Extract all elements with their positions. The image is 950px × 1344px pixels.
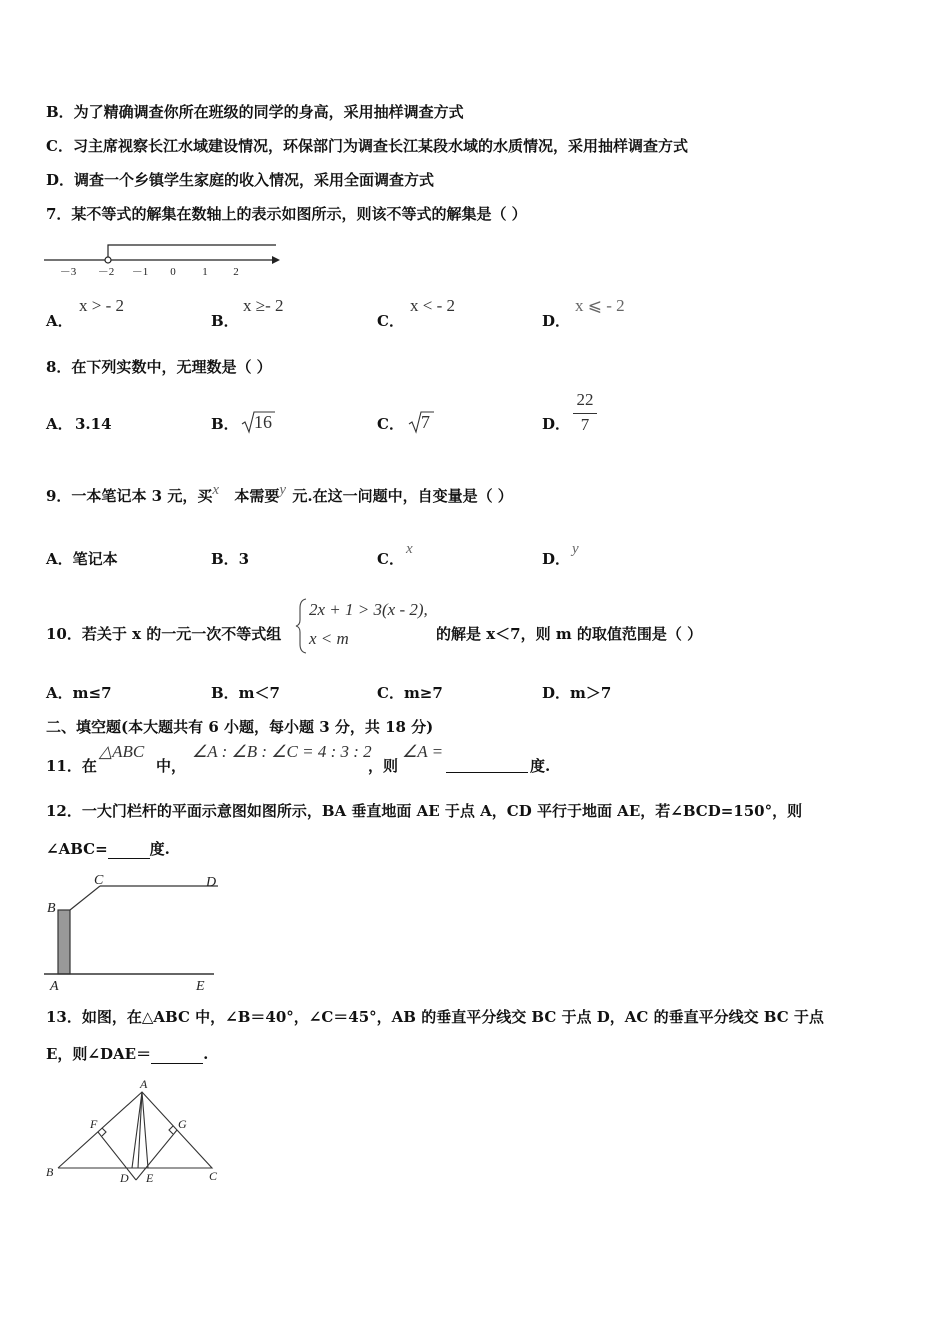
q9-option-c-value: x (406, 541, 413, 557)
q13-line-2 (46, 1044, 208, 1064)
q9-option-c-label: C． (377, 550, 404, 568)
q8-option-c-label: C． (377, 415, 404, 433)
label-g: G (178, 1117, 187, 1131)
tick-label: －1 (131, 266, 149, 278)
q6-option-d: D．调查一个乡镇学生家庭的收入情况，采用全面调查方式 (46, 171, 435, 189)
q8-option-d-numerator: 22 (576, 390, 594, 409)
q8-stem: 8．在下列实数中，无理数是（ ） (46, 358, 272, 376)
q12-gate-figure (44, 870, 224, 994)
q9-option-d-label: D． (542, 550, 571, 568)
tick-label: 0 (170, 266, 176, 278)
q9-stem-part-b: 本需要 (234, 487, 280, 505)
q13-line-2-a: E，则∠DAE＝ (46, 1045, 152, 1063)
q7-number-line (40, 238, 290, 282)
q8-option-c-radicand: 7 (421, 412, 430, 432)
q8-option-a-value: 3.14 (75, 415, 112, 433)
q11-part-1: 11．在 (46, 757, 97, 775)
label-a: A (140, 1077, 148, 1091)
label-d: D (120, 1171, 129, 1185)
q12-line-2 (46, 839, 170, 859)
tick-label: －3 (59, 266, 77, 278)
q8-option-d-label: D． (542, 415, 571, 433)
label-d: D (206, 875, 217, 890)
label-e: E (196, 979, 205, 994)
q11-part-4: 度. (530, 757, 551, 775)
q7-option-a-expr: x > - 2 (79, 296, 124, 315)
q9-option-a: A．笔记本 (46, 550, 118, 568)
q9-variable-y: y (279, 482, 287, 498)
q8-option-a-label: A． (46, 415, 73, 433)
label-f: F (90, 1117, 98, 1131)
q7-stem: 7．某不等式的解集在数轴上的表示如图所示，则该不等式的解集是（ ） (46, 205, 527, 223)
q9-option-d-value: y (572, 541, 579, 557)
q10-stem-part-b: 的解是 x＜7，则 m 的取值范围是（ ） (436, 625, 703, 643)
q7-option-b-label: B． (211, 312, 239, 330)
q9-stem-part-c: 元.在这一问题中，自变量是（ ） (292, 487, 513, 505)
q13-answer-blank[interactable] (151, 1047, 203, 1064)
label-c: C (209, 1169, 218, 1183)
fraction-bar (573, 413, 597, 414)
tick-label: 1 (202, 266, 208, 278)
q11-part-2: 中， (156, 757, 187, 775)
q10-option-d: D．m＞7 (542, 684, 612, 702)
q8-option-d-denominator: 7 (580, 415, 590, 434)
q7-option-b-expr: x ≥- 2 (243, 296, 284, 315)
q6-option-b: B．为了精确调查你所在班级的同学的身高，采用抽样调查方式 (46, 103, 464, 121)
q7-option-d-expr: x ⩽ - 2 (575, 296, 625, 315)
label-e: E (146, 1171, 154, 1185)
q8-option-b-label: B． (211, 415, 239, 433)
q10-system-line-1: 2x + 1 > 3(x - 2), (309, 600, 428, 619)
q10-option-b: B．m＜7 (211, 684, 280, 702)
q10-stem-part-a: 10．若关于 x 的一元一次不等式组 (46, 625, 282, 643)
q13-line-2-b: . (203, 1045, 209, 1063)
q11-triangle: △ABC (99, 742, 145, 761)
q12-line-2-a: ∠ABC= (46, 840, 108, 858)
label-b: B (47, 901, 56, 916)
q9-variable-x: x (212, 482, 219, 498)
q10-option-c: C．m≥7 (377, 684, 443, 702)
q11-angle-a: ∠A = (402, 742, 444, 761)
q10-option-a: A．m≤7 (46, 684, 112, 702)
q7-option-c-label: C． (377, 312, 404, 330)
q12-line-2-b: 度. (149, 840, 170, 858)
label-a: A (50, 979, 59, 994)
q7-option-d-label: D． (542, 312, 571, 330)
q7-option-a-label: A． (46, 312, 73, 330)
q12-answer-blank[interactable] (108, 842, 150, 859)
q10-system-line-2: x < m (309, 629, 349, 648)
q7-option-c-expr: x < - 2 (410, 296, 455, 315)
q9-stem (46, 482, 513, 507)
q12-line-1: 12．一大门栏杆的平面示意图如图所示，BA 垂直地面 AE 于点 A，CD 平行于地面 AE，若∠BCD=150°，则 (46, 802, 803, 820)
q11-angle-ratio: ∠A : ∠B : ∠C = 4 : 3 : 2 (192, 742, 372, 761)
tick-label: －2 (97, 266, 115, 278)
q13-line-1: 13．如图，在△ABC 中，∠B＝40°，∠C＝45°，AB 的垂直平分线交 BC 于点 D，AC 的垂直平分线交 BC 于点 (46, 1008, 824, 1026)
q9-option-b: B．3 (211, 550, 250, 568)
q6-option-c: C．习主席视察长江水域建设情况，环保部门为调查长江某段水域的水质情况，采用抽样调查方式 (46, 137, 688, 155)
q11-part-3: ，则 (368, 757, 399, 775)
q9-stem-part-a: 9．一本笔记本 3 元，买 (46, 487, 213, 505)
tick-label: 2 (233, 266, 239, 278)
brace-icon (296, 598, 308, 654)
q13-triangle-figure (44, 1076, 224, 1190)
label-c: C (94, 873, 104, 888)
section-2-heading: 二、填空题(本大题共有 6 小题，每小题 3 分，共 18 分) (46, 718, 434, 736)
q8-option-b-radicand: 16 (254, 412, 272, 432)
q11-answer-blank[interactable] (446, 754, 528, 773)
label-b: B (46, 1165, 54, 1179)
